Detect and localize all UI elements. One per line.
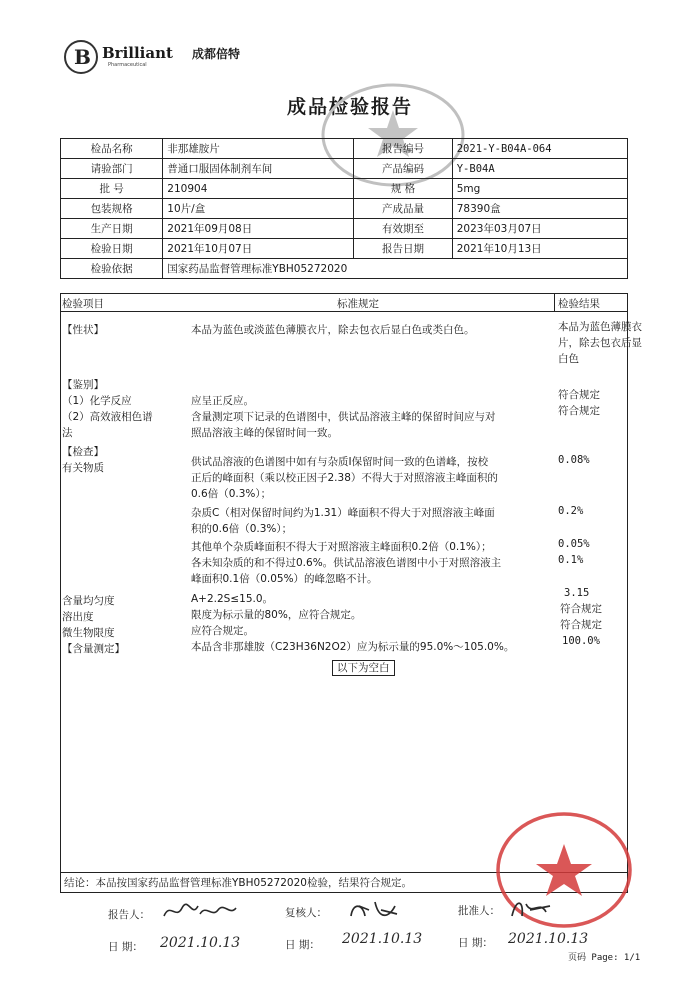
header-rule bbox=[60, 311, 628, 312]
result-text: 3.15 bbox=[564, 587, 590, 599]
blank-below-note: 以下为空白 bbox=[332, 660, 395, 676]
column-divider bbox=[554, 293, 555, 311]
standard-text: 限度为标示量的80%，应符合规定。 bbox=[191, 609, 362, 621]
col-item-header: 检验项目 bbox=[62, 298, 104, 310]
results-frame bbox=[60, 293, 628, 893]
standard-text: 其他单个杂质峰面积不得大于对照溶液主峰面积0.2倍（0.1%）； bbox=[191, 541, 492, 553]
info-value: 普通口服固体制剂车间 bbox=[163, 159, 354, 179]
date-label: 日 期： bbox=[285, 939, 320, 951]
item-label: （2）高效液相色谱 bbox=[62, 411, 153, 423]
item-label: （1）化学反应 bbox=[62, 395, 132, 407]
result-text: 0.08% bbox=[558, 454, 590, 466]
info-label: 检验依据 bbox=[61, 259, 163, 279]
standard-text: 照品溶液主峰的保留时间一致。 bbox=[191, 427, 338, 439]
approver-label: 批准人： bbox=[458, 905, 500, 917]
item-label: 【含量测定】 bbox=[62, 643, 125, 655]
info-value: 2021年10月13日 bbox=[452, 239, 627, 259]
standard-text: 本品为蓝色或淡蓝色薄膜衣片，除去包衣后显白色或类白色。 bbox=[191, 324, 475, 336]
info-value: 2021-Y-B04A-064 bbox=[452, 139, 627, 159]
result-text: 100.0% bbox=[562, 635, 600, 647]
brand-chinese: 成都倍特 bbox=[192, 47, 241, 61]
result-text: 0.05% bbox=[558, 538, 590, 550]
item-label: 【性状】 bbox=[62, 324, 104, 336]
brand-english: Brilliant bbox=[102, 44, 173, 62]
col-standard-header: 标准规定 bbox=[337, 298, 379, 310]
info-label: 报告编号 bbox=[354, 139, 453, 159]
info-label: 报告日期 bbox=[354, 239, 453, 259]
standard-text: 正后的峰面积（乘以校正因子2.38）不得大于对照溶液主峰面积的 bbox=[191, 472, 498, 484]
page-number: 页码 Page: 1/1 bbox=[568, 953, 641, 963]
info-value: 2021年10月07日 bbox=[163, 239, 354, 259]
result-text: 符合规定 bbox=[558, 405, 600, 417]
info-label: 批 号 bbox=[61, 179, 163, 199]
item-label: 微生物限度 bbox=[62, 627, 115, 639]
info-value: 78390盒 bbox=[452, 199, 627, 219]
info-table bbox=[60, 138, 628, 279]
info-value: 非那雄胺片 bbox=[163, 139, 354, 159]
info-value: 210904 bbox=[163, 179, 354, 199]
standard-text: 杂质C（相对保留时间约为1.31）峰面积不得大于对照溶液主峰面 bbox=[191, 507, 495, 519]
reviewer-date: 2021.10.13 bbox=[342, 931, 423, 947]
info-label: 生产日期 bbox=[61, 219, 163, 239]
document-title: 成品检验报告 bbox=[286, 96, 413, 118]
info-label: 有效期至 bbox=[354, 219, 453, 239]
date-label: 日 期： bbox=[108, 941, 143, 953]
result-text: 白色 bbox=[558, 353, 579, 365]
info-row bbox=[61, 139, 628, 159]
standard-text: 积的0.6倍（0.3%）； bbox=[191, 523, 293, 535]
standard-text: 供试品溶液的色谱图中如有与杂质I保留时间一致的色谱峰，按校 bbox=[191, 456, 489, 468]
info-label: 检品名称 bbox=[61, 139, 163, 159]
standard-text: 本品含非那雄胺（C23H36N2O2）应为标示量的95.0%～105.0%。 bbox=[191, 641, 515, 653]
brand-subtitle: Pharmaceutical bbox=[108, 62, 147, 68]
result-text: 片，除去包衣后显 bbox=[558, 337, 642, 349]
info-label: 规 格 bbox=[354, 179, 453, 199]
reviewer-label: 复核人： bbox=[285, 907, 327, 919]
date-label: 日 期： bbox=[458, 937, 493, 949]
standard-text: 0.6倍（0.3%）； bbox=[191, 488, 272, 500]
info-row bbox=[61, 219, 628, 239]
item-label: 【鉴别】 bbox=[62, 379, 104, 391]
reviewer-signature bbox=[345, 896, 405, 924]
item-label: 【检查】 bbox=[62, 446, 104, 458]
company-logo bbox=[64, 40, 98, 74]
standard-text: 应符合规定。 bbox=[191, 625, 254, 637]
item-label: 有关物质 bbox=[62, 462, 104, 474]
info-value: 2021年09月08日 bbox=[163, 219, 354, 239]
info-row bbox=[61, 159, 628, 179]
info-label: 包装规格 bbox=[61, 199, 163, 219]
conclusion-text: 结论：本品按国家药品监督管理标准YBH05272020检验，结果符合规定。 bbox=[64, 877, 412, 889]
item-label: 含量均匀度 bbox=[62, 595, 115, 607]
info-value: Y-B04A bbox=[452, 159, 627, 179]
info-label: 请验部门 bbox=[61, 159, 163, 179]
item-label: 溶出度 bbox=[62, 611, 94, 623]
approver-signature bbox=[506, 894, 556, 922]
info-label: 产成品量 bbox=[354, 199, 453, 219]
reporter-date: 2021.10.13 bbox=[160, 935, 241, 951]
info-label: 检验日期 bbox=[61, 239, 163, 259]
standard-text: 应呈正反应。 bbox=[191, 395, 254, 407]
standard-text: 峰面积0.1倍（0.05%）的峰忽略不计。 bbox=[191, 573, 378, 585]
item-label: 法 bbox=[62, 427, 73, 439]
result-text: 0.2% bbox=[558, 505, 584, 517]
info-label: 产品编码 bbox=[354, 159, 453, 179]
col-result-header: 检验结果 bbox=[558, 298, 600, 310]
standard-text: A+2.2S≤15.0。 bbox=[191, 593, 274, 605]
result-text: 符合规定 bbox=[558, 389, 600, 401]
standard-text: 各未知杂质的和不得过0.6%。供试品溶液色谱图中小于对照溶液主 bbox=[191, 557, 502, 569]
result-text: 符合规定 bbox=[560, 603, 602, 615]
result-text: 符合规定 bbox=[560, 619, 602, 631]
logo-letter: B bbox=[74, 45, 91, 69]
result-text: 0.1% bbox=[558, 554, 584, 566]
standard-text: 含量测定项下记录的色谱图中，供试品溶液主峰的保留时间应与对 bbox=[191, 411, 496, 423]
info-value: 国家药品监督管理标准YBH05272020 bbox=[163, 259, 628, 279]
info-value: 2023年03月07日 bbox=[452, 219, 627, 239]
info-row bbox=[61, 259, 628, 279]
info-value: 10片/盒 bbox=[163, 199, 354, 219]
reporter-label: 报告人： bbox=[108, 909, 150, 921]
result-text: 本品为蓝色薄膜衣 bbox=[558, 321, 642, 333]
info-value: 5mg bbox=[452, 179, 627, 199]
reporter-signature bbox=[160, 898, 240, 924]
approver-date: 2021.10.13 bbox=[508, 931, 589, 947]
info-row bbox=[61, 239, 628, 259]
info-row bbox=[61, 179, 628, 199]
info-row bbox=[61, 199, 628, 219]
